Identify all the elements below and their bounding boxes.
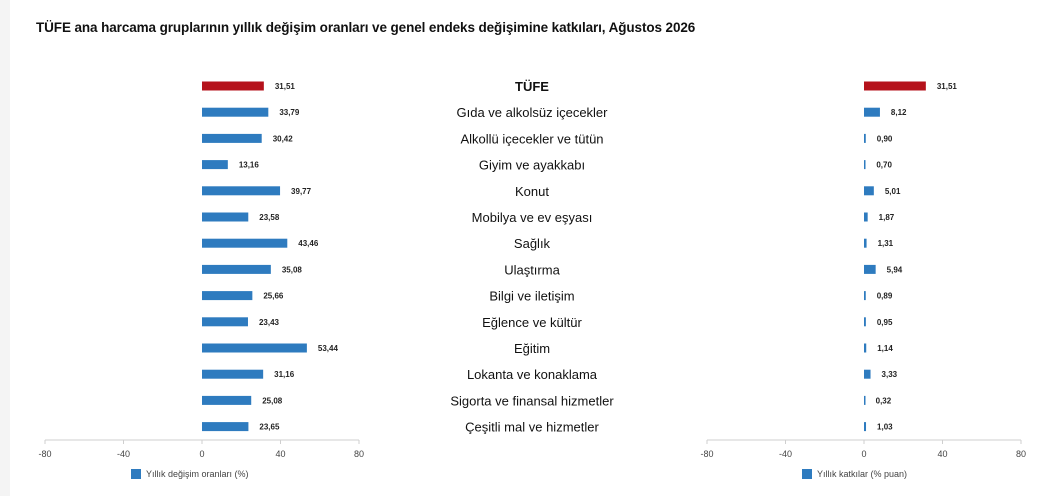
bar xyxy=(202,239,287,248)
value-label: 0,70 xyxy=(876,160,892,170)
category-label: Sağlık xyxy=(513,236,551,252)
bar xyxy=(202,108,268,117)
x-tick-label: 40 xyxy=(275,449,286,459)
x-tick-label: 0 xyxy=(199,449,205,459)
value-label: 1,03 xyxy=(877,422,893,432)
bar xyxy=(202,291,252,300)
category-label: Eğlence ve kültür xyxy=(482,314,582,330)
value-label: 5,94 xyxy=(886,265,903,275)
value-label: 43,46 xyxy=(298,239,319,249)
value-label: 53,44 xyxy=(317,344,338,353)
bar xyxy=(864,239,867,248)
category-label: Eğitim xyxy=(513,341,551,356)
bar xyxy=(864,160,866,169)
x-tick-label: -40 xyxy=(778,449,793,459)
category-label: Gıda ve alkolsüz içecekler xyxy=(456,105,608,121)
value-label: 30,42 xyxy=(272,134,293,144)
bar xyxy=(864,265,876,274)
legend-swatch-left xyxy=(131,469,141,479)
bar xyxy=(202,82,264,91)
bar xyxy=(202,422,248,431)
value-label: 23,58 xyxy=(259,213,280,222)
x-tick-label: 80 xyxy=(1015,449,1027,459)
bar xyxy=(864,82,926,91)
x-tick-label: 0 xyxy=(861,449,867,459)
legend-swatch-right xyxy=(802,469,812,479)
category-label: Alkollü içecekler ve tütün xyxy=(460,131,604,147)
legend-left xyxy=(131,469,249,479)
bar xyxy=(864,344,866,353)
bar xyxy=(864,186,874,195)
value-label: 1,14 xyxy=(877,344,893,353)
category-label: Mobilya ve ev eşyası xyxy=(471,210,593,225)
bar xyxy=(202,134,262,143)
category-label: TÜFE xyxy=(515,79,549,94)
legend-label-left: Yıllık değişim oranları (%) xyxy=(146,469,249,479)
value-label: 33,79 xyxy=(279,108,300,118)
bar xyxy=(864,317,866,326)
category-label: Bilgi ve iletişim xyxy=(489,288,575,304)
value-label: 23,65 xyxy=(259,422,280,432)
chart-title: TÜFE ana harcama gruplarının yıllık değişim oranları ve genel endeks değişimine katkıları, Ağustos 2026 xyxy=(36,20,696,35)
value-label: 1,87 xyxy=(878,213,895,222)
chart-right xyxy=(700,82,1026,460)
value-label: 31,51 xyxy=(274,82,295,91)
bar xyxy=(864,396,866,405)
bar xyxy=(864,291,866,300)
value-label: 31,51 xyxy=(936,82,957,91)
bar xyxy=(202,317,248,326)
bar xyxy=(864,213,868,222)
category-label: Konut xyxy=(515,183,549,199)
bar xyxy=(202,265,271,274)
value-label: 31,16 xyxy=(274,370,295,380)
value-label: 1,31 xyxy=(877,239,894,249)
category-label: Lokanta ve konaklama xyxy=(466,367,598,383)
x-tick-label: -80 xyxy=(38,449,52,459)
bar xyxy=(202,396,251,405)
bar xyxy=(864,422,866,431)
value-label: 25,66 xyxy=(263,291,284,301)
x-tick-label: 80 xyxy=(353,449,365,459)
value-label: 13,16 xyxy=(238,160,259,170)
value-label: 23,43 xyxy=(258,317,280,327)
value-label: 5,01 xyxy=(884,186,901,196)
legend-label-right: Yıllık katkılar (% puan) xyxy=(817,469,908,479)
x-tick-label: -40 xyxy=(116,449,131,459)
bar xyxy=(864,108,880,117)
category-label: Ulaştırma xyxy=(504,262,560,278)
value-label: 0,90 xyxy=(876,134,893,144)
category-label: Çeşitli mal ve hizmetler xyxy=(465,419,599,435)
value-label: 0,95 xyxy=(876,317,893,327)
bar xyxy=(864,370,871,379)
value-label: 39,77 xyxy=(291,186,312,196)
bar xyxy=(202,160,228,169)
bar xyxy=(864,134,866,143)
bar xyxy=(202,213,248,222)
value-label: 25,08 xyxy=(262,396,283,406)
category-label: Sigorta ve finansal hizmetler xyxy=(450,393,614,409)
value-label: 0,32 xyxy=(875,396,892,406)
category-label: Giyim ve ayakkabı xyxy=(478,157,586,173)
value-label: 35,08 xyxy=(281,265,302,275)
chart-left xyxy=(38,82,364,460)
x-tick-label: 40 xyxy=(937,449,948,459)
bar xyxy=(202,370,263,379)
legend-right xyxy=(802,469,907,479)
bar xyxy=(202,344,307,353)
x-tick-label: -80 xyxy=(700,449,714,459)
value-label: 3,33 xyxy=(881,370,898,380)
bar xyxy=(202,186,280,195)
value-label: 0,89 xyxy=(876,291,893,301)
value-label: 8,12 xyxy=(890,108,907,118)
